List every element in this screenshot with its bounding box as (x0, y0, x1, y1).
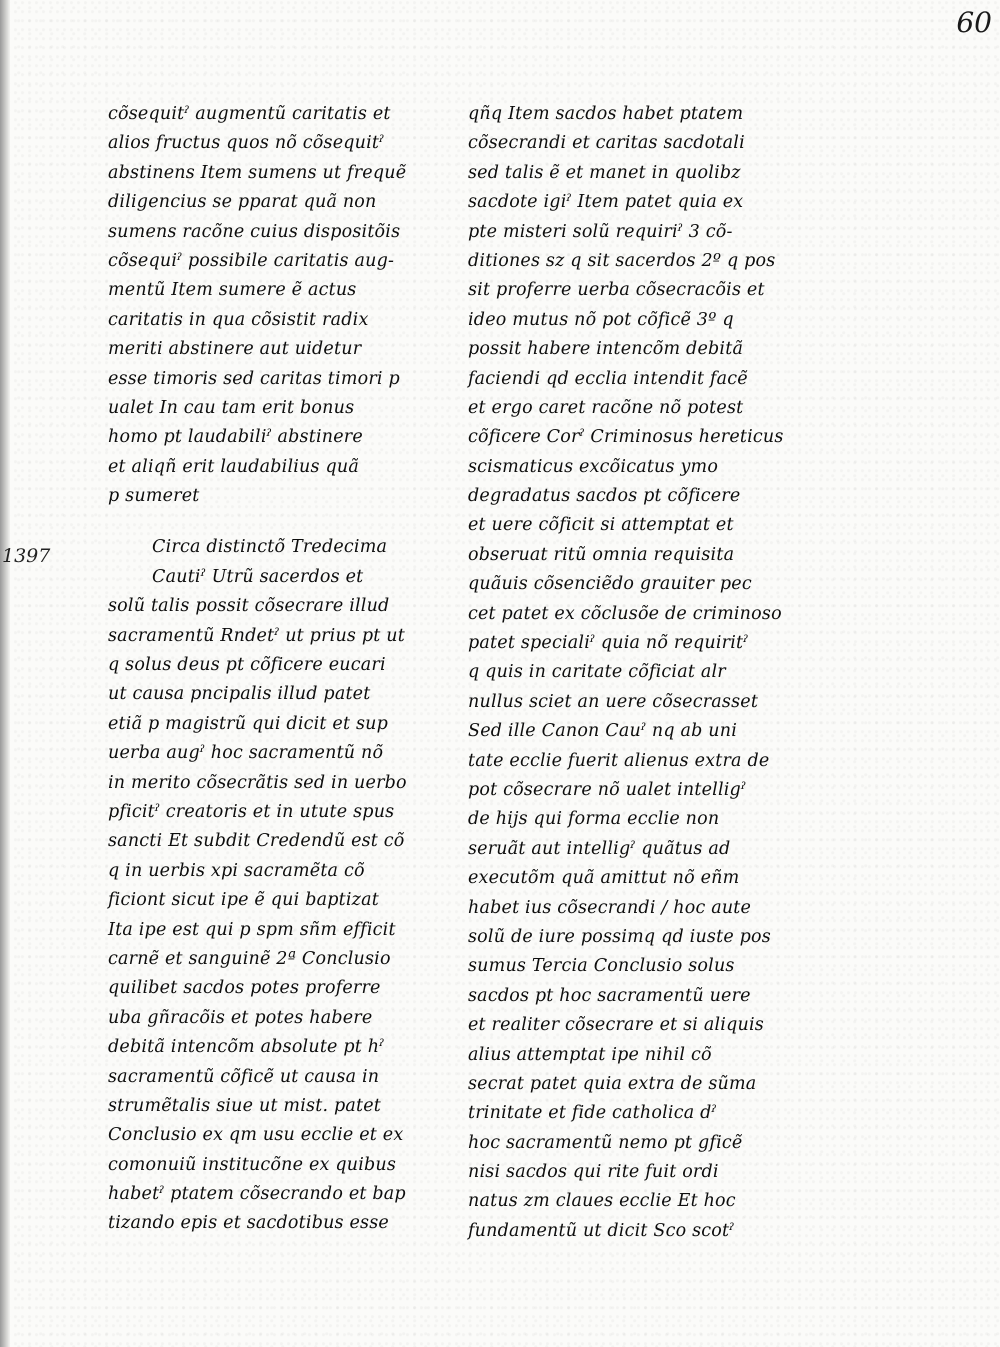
text-line: et uere cõficit si attemptat et (468, 515, 734, 536)
text-line: nisi sacdos qui rite fuit ordi (468, 1162, 719, 1183)
text-line: q solus deus pt cõficere eucari (108, 655, 386, 676)
left-paragraph-1 (108, 100, 428, 511)
text-line: ideo mutus nõ pot cõficẽ 3º q (468, 309, 734, 330)
text-line: pficitˀ creatoris et in utute spus (108, 801, 395, 822)
text-line: tate ecclie fuerit alienus extra de (468, 750, 770, 771)
text-line: strumẽtalis siue ut mist. patet (108, 1095, 382, 1116)
folio-number: 60 (956, 6, 992, 39)
text-line: et ergo caret racõne nõ potest (468, 397, 744, 418)
text-line: etiã p magistrũ qui dicit et sup (108, 713, 389, 734)
text-line: seruãt aut intelligˀ quãtus ad (468, 838, 731, 859)
text-line: sacdote igiˀ Item patet quia ex (468, 192, 744, 213)
text-line: executõm quã amittut nõ eñm (468, 868, 740, 889)
text-line: Conclusio ex qm usu ecclie et ex (108, 1125, 404, 1146)
text-line: cõsequiˀ possibile caritatis aug- (108, 250, 395, 271)
margin-note: 1397 (2, 545, 51, 567)
paragraph-gap (108, 511, 428, 533)
text-line: in merito cõsecrãtis sed in uerbo (108, 772, 407, 793)
text-line: cõsecrandi et caritas sacdotali (468, 133, 745, 154)
text-line: trinitate et fide catholica dˀ (468, 1103, 717, 1124)
text-line: abstinens Item sumens ut frequẽ (108, 162, 407, 183)
text-line: quãuis cõsenciẽdo grauiter pec (468, 574, 752, 595)
text-line: q quis in caritate cõficiat alr (468, 662, 726, 683)
text-line: sumens racõne cuius dispositõis (108, 221, 401, 242)
text-line: comonuiũ institucõne ex quibus (108, 1154, 397, 1175)
text-line: diligencius se pparat quã non (108, 192, 377, 213)
text-line: sancti Et subdit Credendũ est cõ (108, 831, 405, 852)
text-line: hoc sacramentũ nemo pt gficẽ (468, 1132, 743, 1153)
text-line: possit habere intencõm debitã (468, 339, 744, 360)
text-line: debitã intencõm absolute pt hˀ (108, 1037, 385, 1058)
text-line: cõficere Corˀ Criminosus hereticus (468, 427, 784, 448)
right-column (468, 100, 803, 1246)
text-line: patet specialiˀ quia nõ requiritˀ (468, 633, 749, 654)
text-line: ficiont sicut ipe ẽ qui baptizat (108, 890, 379, 911)
text-line: de hijs qui forma ecclie non (468, 809, 720, 830)
text-line: cõsequitˀ augmentũ caritatis et (108, 104, 391, 124)
text-line: sumus Tercia Conclusio solus (468, 956, 735, 977)
text-line: sed talis ẽ et manet in quolibz (468, 162, 741, 183)
binding-gutter (0, 0, 10, 1347)
text-line: esse timoris sed caritas timori p (108, 368, 400, 389)
text-line: ditiones sz q sit sacerdos 2º q pos (468, 250, 776, 271)
left-column (108, 100, 428, 1239)
text-line: alios fructus quos nõ cõsequitˀ (108, 133, 385, 154)
text-line: homo pt laudabiliˀ abstinere (108, 427, 363, 448)
text-line: alius attemptat ipe nihil cõ (468, 1044, 712, 1065)
text-line: solũ de iure possimq qd iuste pos (468, 926, 771, 947)
text-line: fundamentũ ut dicit Sco scotˀ (468, 1220, 735, 1241)
text-line: quilibet sacdos potes proferre (108, 978, 381, 999)
text-line: Sed ille Canon Cauˀ nq ab uni (468, 721, 738, 742)
text-line: faciendi qd ecclia intendit facẽ (468, 368, 748, 389)
text-line: tizando epis et sacdotibus esse (108, 1213, 389, 1234)
text-line: scismaticus excõicatus ymo (468, 456, 719, 477)
text-line: nullus sciet an uere cõsecrasset (468, 691, 759, 712)
text-line: sit proferre uerba cõsecracõis et (468, 280, 765, 301)
text-line: Ita ipe est qui p spm sñm efficit (108, 919, 396, 940)
text-line: mentũ Item sumere ẽ actus (108, 280, 357, 301)
text-line: pot cõsecrare nõ ualet intelligˀ (468, 779, 747, 800)
text-line: degradatus sacdos pt cõficere (468, 486, 741, 507)
text-line: natus zm claues ecclie Et hoc (468, 1191, 736, 1212)
text-line: obseruat ritũ omnia requisita (468, 544, 735, 565)
text-line: et aliqñ erit laudabilius quã (108, 456, 359, 477)
left-paragraph-2 (108, 533, 428, 1238)
text-line: carnẽ et sanguinẽ 2ª Conclusio (108, 948, 391, 969)
text-line: q in uerbis xpi sacramẽta cõ (108, 860, 365, 881)
section-heading-line: Circa distinctõ Tredecima (152, 537, 388, 558)
text-line: habetˀ ptatem cõsecrando et bap (108, 1184, 406, 1205)
text-line: ut causa pncipalis illud patet (108, 684, 371, 705)
text-line: solũ talis possit cõsecrare illud (108, 596, 390, 617)
text-line: uba gñracõis et potes habere (108, 1007, 373, 1028)
text-line: caritatis in qua cõsistit radix (108, 309, 369, 330)
text-line: meriti abstinere aut uidetur (108, 339, 362, 360)
text-line: cet patet ex cõclusõe de criminoso (468, 603, 782, 624)
text-line: habet ius cõsecrandi / hoc aute (468, 897, 752, 918)
text-line: Cautiˀ Utrũ sacerdos et (152, 566, 364, 587)
text-line: pte misteri solũ requiriˀ 3 cõ- (468, 221, 733, 242)
text-line: ualet In cau tam erit bonus (108, 397, 355, 418)
text-line: sacramentũ Rndetˀ ut prius pt ut (108, 625, 405, 646)
text-line: et realiter cõsecrare et si aliquis (468, 1015, 764, 1036)
text-line: p sumeret (108, 486, 200, 507)
text-line: secrat patet quia extra de sũma (468, 1073, 757, 1094)
text-line: qñq Item sacdos habet ptatem (468, 104, 744, 124)
text-line: sacramentũ cõficẽ ut causa in (108, 1066, 380, 1087)
text-line: uerba augˀ hoc sacramentũ nõ (108, 743, 384, 764)
text-line: sacdos pt hoc sacramentũ uere (468, 985, 751, 1006)
